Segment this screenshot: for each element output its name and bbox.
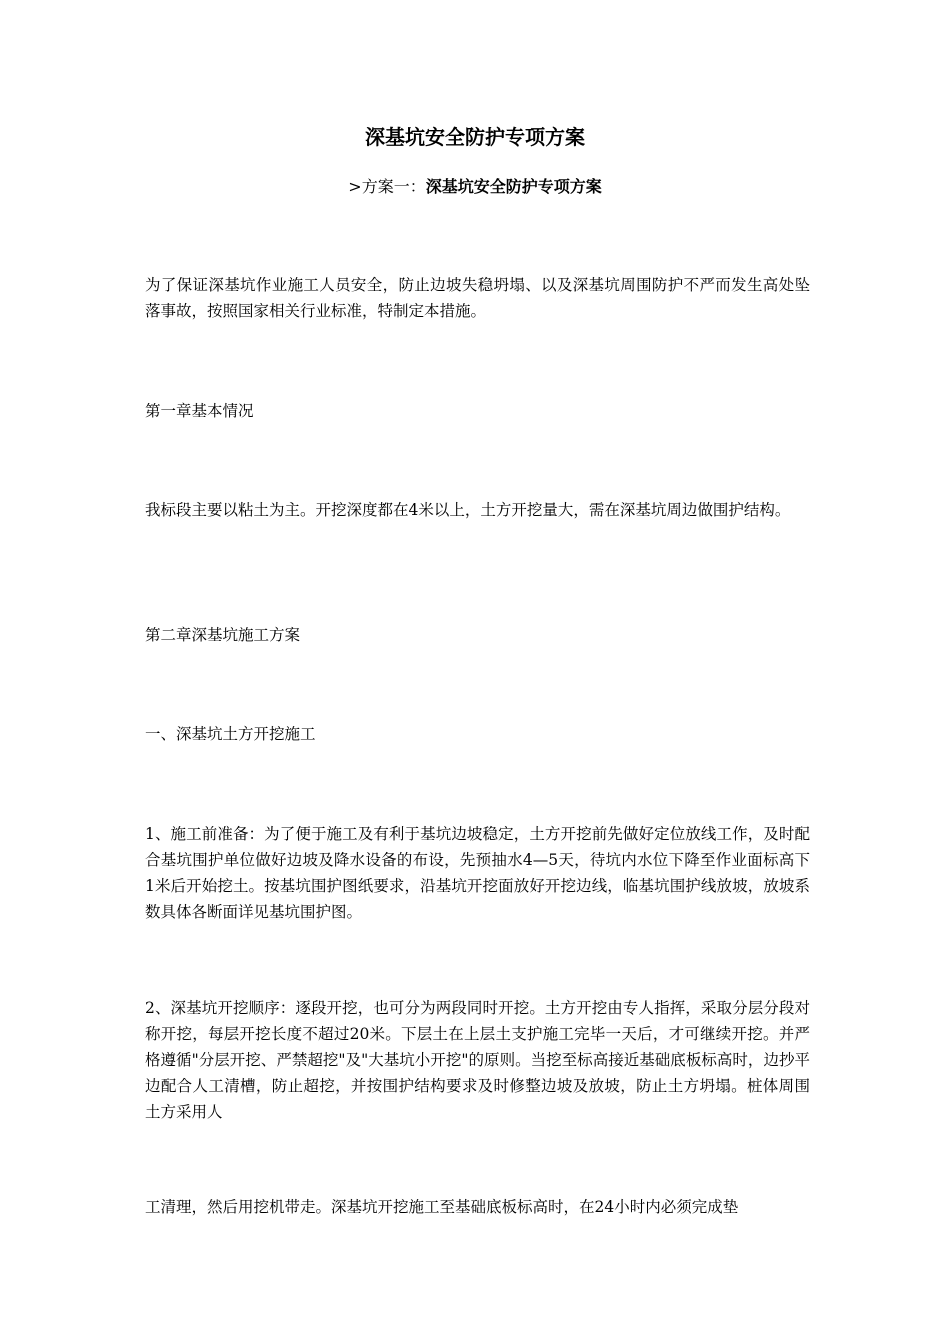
continuation-paragraph: 工清理，然后用挖机带走。深基坑开挖施工至基础底板标高时，在24小时内必须完成垫 [145, 1198, 739, 1216]
document-title: 深基坑安全防护专项方案 [365, 125, 585, 149]
item-2-paragraph: 2、深基坑开挖顺序：逐段开挖，也可分为两段同时开挖。土方开挖由专人指挥，采取分层分段对称开挖，每层开挖长度不超过20米。下层土在上层土支护施工完毕一天后，才可继续开挖。并严格遵循"分层开挖、严禁超挖"及"大基坑小开挖"的原则。当挖至标高接近基础底板标高时，边抄平边配合人工清槽，防止超挖，并按围护结构要求及时修整边坡及放坡，防止土方坍塌。桩体周围土方采用人 [145, 999, 810, 1121]
document-subtitle [0, 174, 950, 200]
item-1-paragraph: 1、施工前准备：为了便于施工及有利于基坑边坡稳定，土方开挖前先做好定位放线工作，及时配合基坑围护单位做好边坡及降水设备的布设，先预抽水4—5天，待坑内水位下降至作业面标高下1米后开始挖土。按基坑围护图纸要求，沿基坑开挖面放好开挖边线，临基坑围护线放坡，放坡系数具体各断面详见基坑围护图。 [145, 825, 810, 921]
subtitle-main: 深基坑安全防护专项方案 [425, 177, 602, 196]
chapter-1-heading: 第一章基本情况 [145, 402, 254, 420]
intro-paragraph: 为了保证深基坑作业施工人员安全，防止边坡失稳坍塌、以及深基坑周围防护不严而发生高处坠落事故，按照国家相关行业标准，特制定本措施。 [145, 276, 810, 320]
chapter-2-heading: 第二章深基坑施工方案 [145, 626, 301, 644]
subtitle-prefix: >方案一： [348, 177, 426, 196]
chapter-1-body: 我标段主要以粘土为主。开挖深度都在4米以上，土方开挖量大，需在深基坑周边做围护结构。 [145, 501, 791, 519]
section-1-heading: 一、深基坑土方开挖施工 [145, 725, 316, 743]
